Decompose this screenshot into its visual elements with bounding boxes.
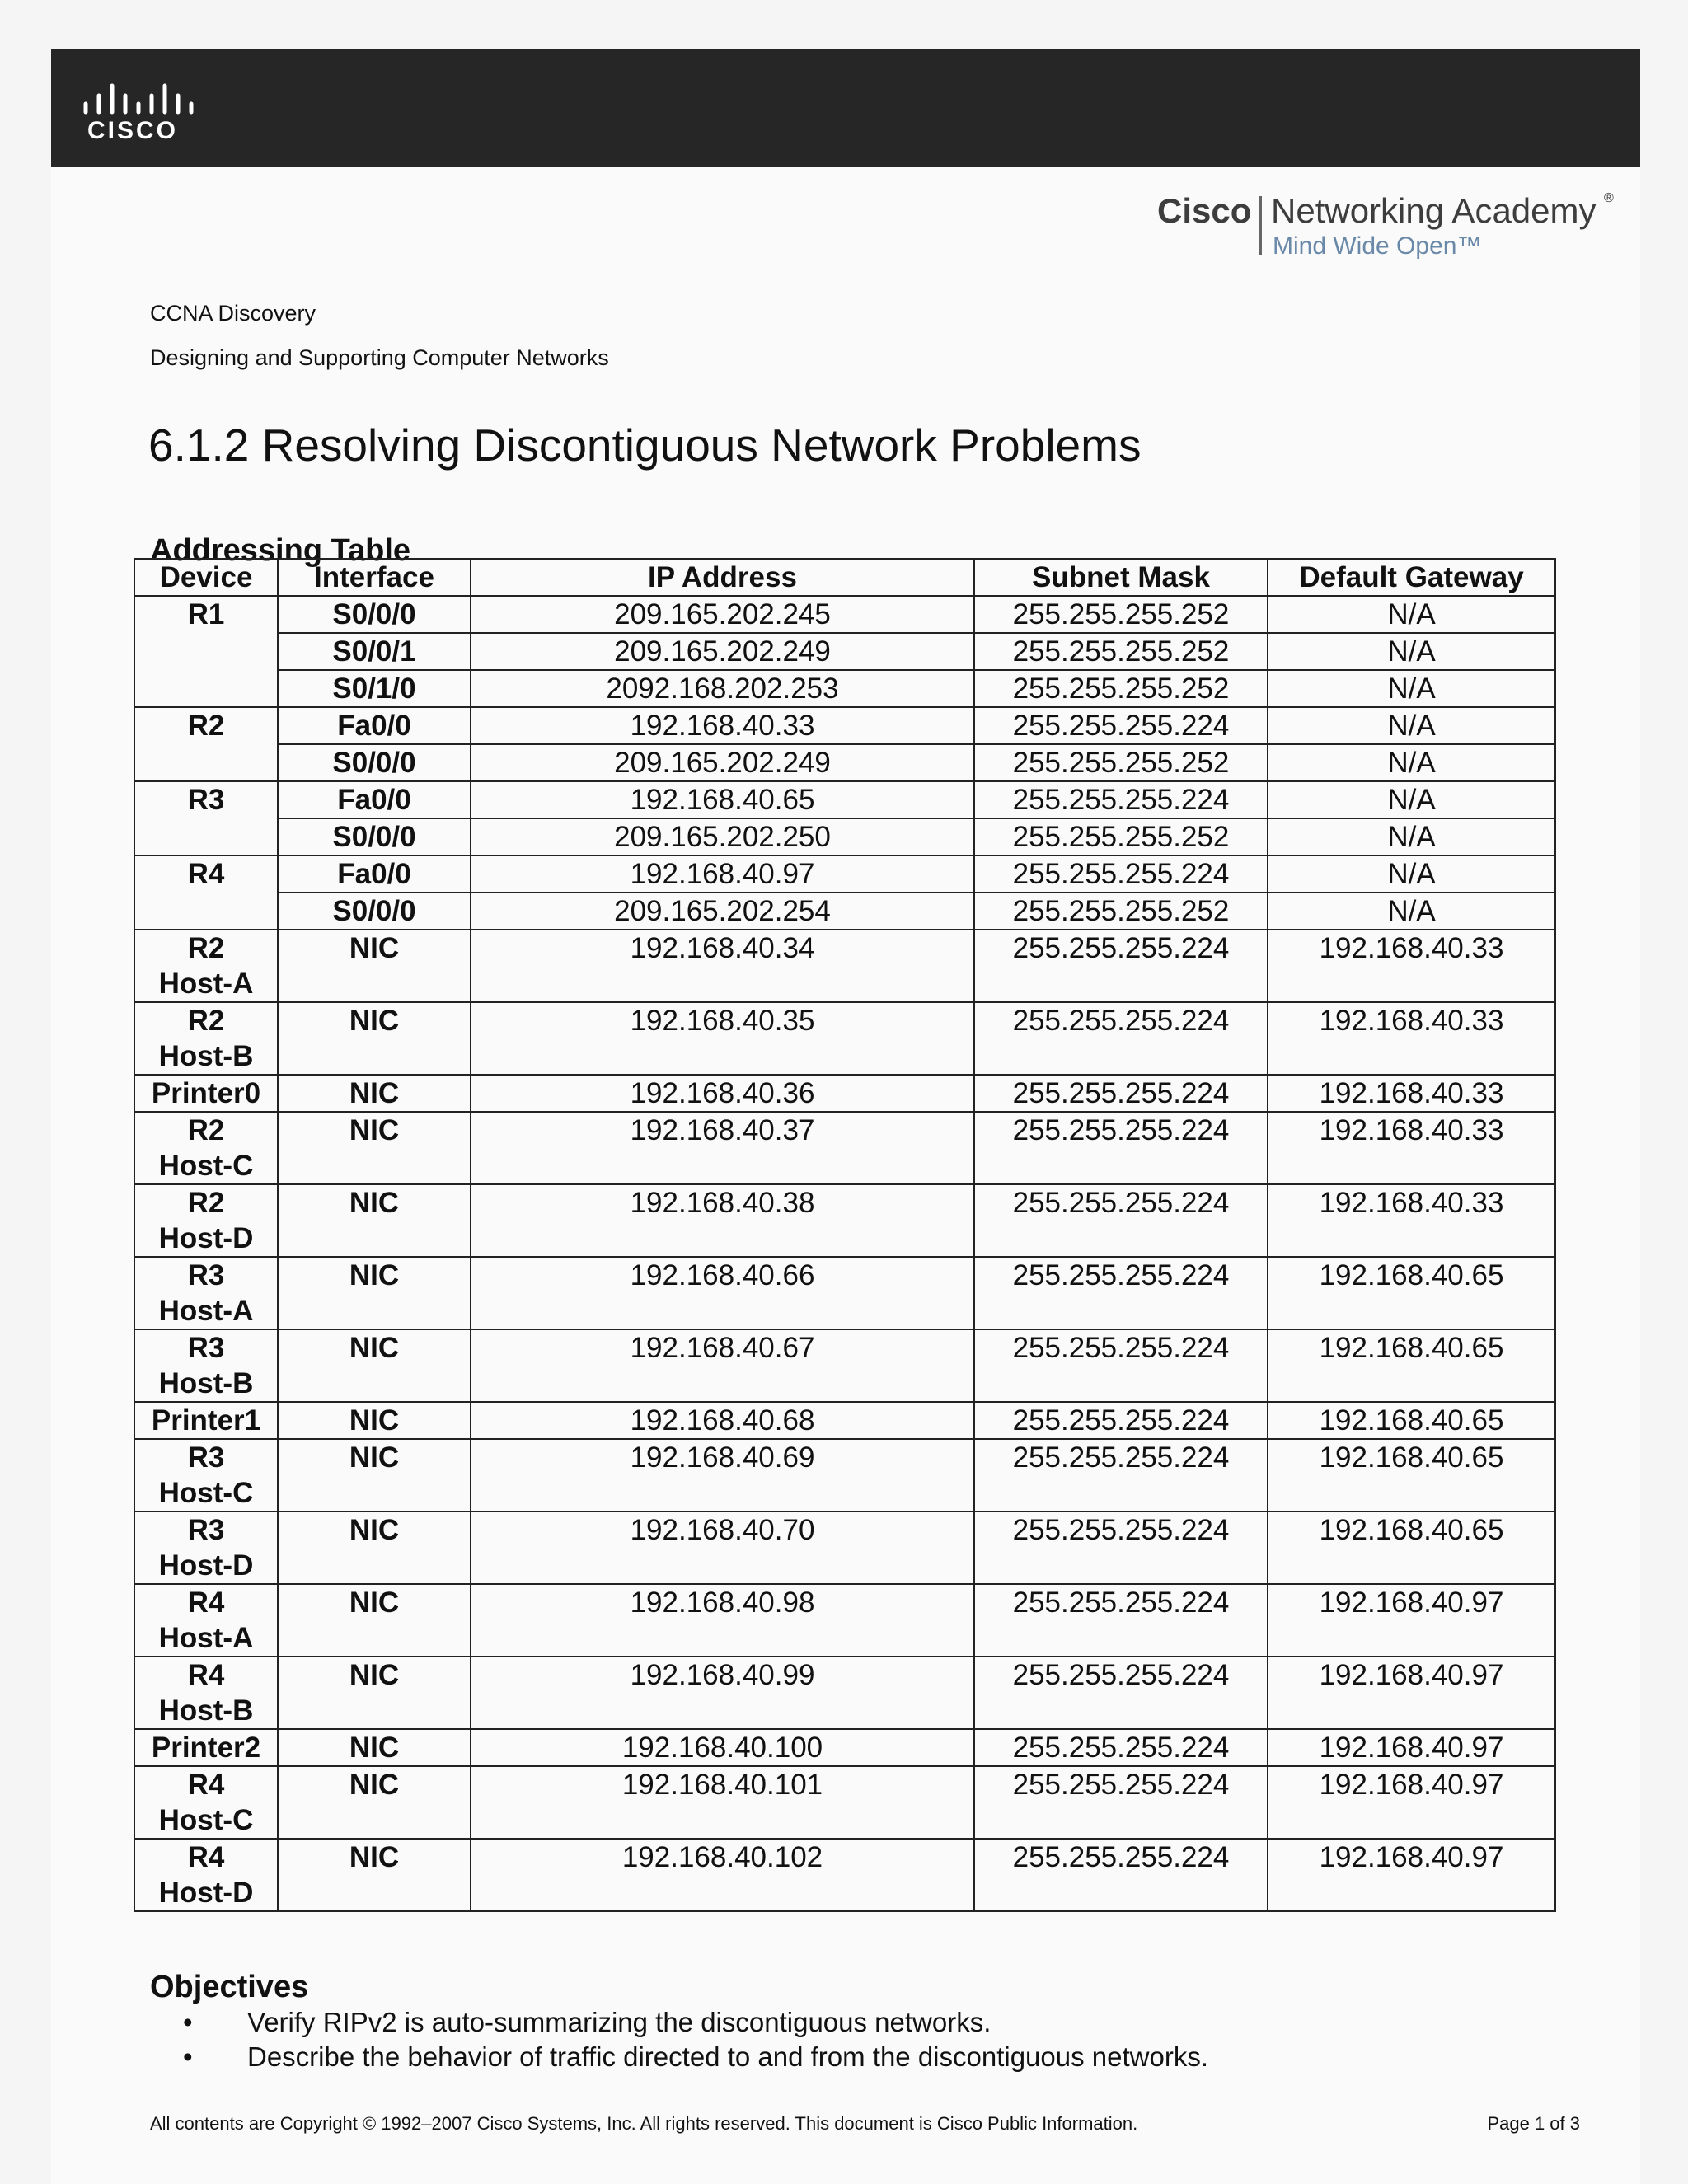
cell-default-gateway: N/A <box>1268 893 1555 930</box>
cell-default-gateway: 192.168.40.33 <box>1268 1075 1555 1112</box>
table-row <box>134 670 1555 707</box>
cell-default-gateway: 192.168.40.97 <box>1268 1657 1555 1729</box>
document-page <box>51 49 1640 2184</box>
cell-interface: S0/0/1 <box>278 633 471 670</box>
cell-ip-address: 192.168.40.66 <box>471 1257 974 1329</box>
cell-ip-address: 192.168.40.65 <box>471 781 974 818</box>
cell-interface: S0/0/0 <box>278 744 471 781</box>
cisco-header-bar <box>51 49 1640 167</box>
device-name-line: R2 <box>187 932 225 964</box>
cell-default-gateway: N/A <box>1268 744 1555 781</box>
cell-ip-address: 192.168.40.101 <box>471 1766 974 1839</box>
cell-default-gateway: 192.168.40.33 <box>1268 1112 1555 1184</box>
device-name-line: R3 <box>187 784 225 816</box>
cell-device <box>134 1112 278 1184</box>
device-name-line: R3 <box>187 1441 225 1474</box>
networking-academy-logo <box>1157 191 1619 315</box>
device-name-line: Host-B <box>158 1040 254 1072</box>
cell-interface: S0/0/0 <box>278 818 471 855</box>
cell-subnet-mask: 255.255.255.252 <box>974 633 1268 670</box>
addressing-table-heading: Addressing Table <box>150 533 411 568</box>
device-name-line: R2 <box>187 710 225 742</box>
cell-interface: NIC <box>278 1257 471 1329</box>
objective-text: Describe the behavior of traffic directed to and from the discontiguous networks. <box>247 2041 1209 2072</box>
device-name-line: Printer1 <box>151 1404 261 1436</box>
cell-ip-address: 209.165.202.245 <box>471 596 974 633</box>
document-header <box>150 291 609 380</box>
cell-interface: NIC <box>278 1439 471 1511</box>
cell-ip-address: 209.165.202.249 <box>471 633 974 670</box>
cell-interface: S0/1/0 <box>278 670 471 707</box>
table-row <box>134 1766 1555 1839</box>
cell-device <box>134 1329 278 1402</box>
device-name-line: R4 <box>187 858 225 890</box>
cell-interface: NIC <box>278 1112 471 1184</box>
academy-cisco-word: Cisco <box>1157 191 1252 230</box>
addressing-table <box>134 558 1556 1912</box>
cell-default-gateway: 192.168.40.65 <box>1268 1329 1555 1402</box>
objective-item <box>150 2005 1208 2040</box>
addressing-table-body <box>134 596 1555 1911</box>
table-row <box>134 1112 1555 1184</box>
cell-subnet-mask: 255.255.255.224 <box>974 1766 1268 1839</box>
cell-interface: NIC <box>278 930 471 1002</box>
cell-subnet-mask: 255.255.255.224 <box>974 1729 1268 1766</box>
cell-ip-address: 192.168.40.99 <box>471 1657 974 1729</box>
column-header-default-gateway: Default Gateway <box>1268 559 1555 596</box>
cell-interface: NIC <box>278 1839 471 1911</box>
table-row <box>134 1839 1555 1911</box>
cell-default-gateway: 192.168.40.97 <box>1268 1839 1555 1911</box>
academy-name: Networking Academy <box>1271 191 1597 230</box>
table-row <box>134 633 1555 670</box>
device-name-line: Host-C <box>158 1477 254 1509</box>
cell-subnet-mask: 255.255.255.224 <box>974 1329 1268 1402</box>
bullet-glyph: • <box>183 2007 193 2037</box>
cell-device <box>134 1511 278 1584</box>
cell-ip-address: 192.168.40.102 <box>471 1839 974 1911</box>
cell-subnet-mask: 255.255.255.224 <box>974 1002 1268 1075</box>
cell-ip-address: 2092.168.202.253 <box>471 670 974 707</box>
cell-interface: NIC <box>278 1075 471 1112</box>
device-name-line: Printer2 <box>151 1732 261 1764</box>
cell-device <box>134 930 278 1002</box>
cell-default-gateway: 192.168.40.65 <box>1268 1402 1555 1439</box>
table-row <box>134 1257 1555 1329</box>
cell-ip-address: 192.168.40.37 <box>471 1112 974 1184</box>
table-row <box>134 1511 1555 1584</box>
cell-default-gateway: N/A <box>1268 855 1555 893</box>
cell-ip-address: 192.168.40.34 <box>471 930 974 1002</box>
device-name-line: R3 <box>187 1259 225 1291</box>
academy-tagline: Mind Wide Open™ <box>1273 232 1482 260</box>
cell-ip-address: 192.168.40.70 <box>471 1511 974 1584</box>
device-name-line: R4 <box>187 1659 225 1691</box>
cell-default-gateway: 192.168.40.65 <box>1268 1511 1555 1584</box>
table-row <box>134 1729 1555 1766</box>
device-name-line: R4 <box>187 1841 225 1873</box>
cell-subnet-mask: 255.255.255.252 <box>974 893 1268 930</box>
academy-registered-mark: ® <box>1604 191 1614 205</box>
cell-device <box>134 1657 278 1729</box>
table-row <box>134 707 1555 744</box>
cisco-wordmark: CISCO <box>87 117 179 144</box>
cell-subnet-mask: 255.255.255.252 <box>974 596 1268 633</box>
device-name-line: Printer0 <box>151 1077 261 1109</box>
cell-subnet-mask: 255.255.255.252 <box>974 818 1268 855</box>
copyright-notice: All contents are Copyright © 1992–2007 Cisco Systems, Inc. All rights reserved. This document is Cisco Public Information. <box>150 2113 1138 2134</box>
cell-default-gateway: 192.168.40.65 <box>1268 1439 1555 1511</box>
cell-interface: NIC <box>278 1402 471 1439</box>
cell-device <box>134 1184 278 1257</box>
cell-interface: NIC <box>278 1766 471 1839</box>
cell-ip-address: 192.168.40.98 <box>471 1584 974 1657</box>
device-name-line: R4 <box>187 1586 225 1619</box>
cell-ip-address: 192.168.40.38 <box>471 1184 974 1257</box>
cell-interface: Fa0/0 <box>278 781 471 818</box>
cell-subnet-mask: 255.255.255.224 <box>974 1839 1268 1911</box>
course-subtitle: Designing and Supporting Computer Networks <box>150 345 609 370</box>
cell-default-gateway: 192.168.40.33 <box>1268 1002 1555 1075</box>
cell-interface: NIC <box>278 1329 471 1402</box>
device-name-line: Host-D <box>158 1877 254 1909</box>
device-name-line: R3 <box>187 1332 225 1364</box>
cell-default-gateway: 192.168.40.97 <box>1268 1729 1555 1766</box>
column-header-interface: Interface <box>278 559 471 596</box>
cell-default-gateway: 192.168.40.65 <box>1268 1257 1555 1329</box>
cell-device <box>134 855 278 930</box>
device-name-line: R2 <box>187 1005 225 1037</box>
cell-subnet-mask: 255.255.255.224 <box>974 1439 1268 1511</box>
cell-device <box>134 1584 278 1657</box>
cell-interface: NIC <box>278 1002 471 1075</box>
cell-default-gateway: N/A <box>1268 818 1555 855</box>
table-row <box>134 1439 1555 1511</box>
cell-device <box>134 1402 278 1439</box>
cell-interface: NIC <box>278 1584 471 1657</box>
cell-default-gateway: N/A <box>1268 633 1555 670</box>
table-row <box>134 818 1555 855</box>
device-name-line: R2 <box>187 1187 225 1219</box>
cell-subnet-mask: 255.255.255.224 <box>974 1511 1268 1584</box>
table-header-row <box>134 559 1555 596</box>
table-row <box>134 930 1555 1002</box>
cell-interface: NIC <box>278 1184 471 1257</box>
cell-subnet-mask: 255.255.255.224 <box>974 1584 1268 1657</box>
objective-text: Verify RIPv2 is auto-summarizing the discontiguous networks. <box>247 2007 992 2037</box>
table-row <box>134 893 1555 930</box>
cell-interface: Fa0/0 <box>278 707 471 744</box>
table-row <box>134 1329 1555 1402</box>
table-row <box>134 744 1555 781</box>
cell-subnet-mask: 255.255.255.224 <box>974 1075 1268 1112</box>
device-name-line: Host-C <box>158 1804 254 1836</box>
objectives-list <box>150 2005 1208 2074</box>
cell-default-gateway: 192.168.40.97 <box>1268 1766 1555 1839</box>
cell-ip-address: 192.168.40.97 <box>471 855 974 893</box>
cell-device <box>134 1075 278 1112</box>
table-row <box>134 1657 1555 1729</box>
cell-subnet-mask: 255.255.255.224 <box>974 855 1268 893</box>
cell-default-gateway: N/A <box>1268 707 1555 744</box>
cell-subnet-mask: 255.255.255.252 <box>974 744 1268 781</box>
device-name-line: Host-D <box>158 1549 254 1582</box>
device-name-line: R4 <box>187 1769 225 1801</box>
cell-subnet-mask: 255.255.255.224 <box>974 1257 1268 1329</box>
cell-device <box>134 1439 278 1511</box>
cell-subnet-mask: 255.255.255.224 <box>974 1657 1268 1729</box>
course-name: CCNA Discovery <box>150 301 316 326</box>
table-row <box>134 781 1555 818</box>
cell-subnet-mask: 255.255.255.252 <box>974 670 1268 707</box>
cell-device <box>134 596 278 707</box>
page-number: Page 1 of 3 <box>1487 2113 1580 2134</box>
cell-default-gateway: N/A <box>1268 781 1555 818</box>
cell-subnet-mask: 255.255.255.224 <box>974 1184 1268 1257</box>
cell-subnet-mask: 255.255.255.224 <box>974 707 1268 744</box>
column-header-device: Device <box>134 559 278 596</box>
cell-default-gateway: N/A <box>1268 596 1555 633</box>
cell-interface: NIC <box>278 1729 471 1766</box>
cell-ip-address: 192.168.40.68 <box>471 1402 974 1439</box>
device-name-line: R2 <box>187 1114 225 1146</box>
device-name-line: Host-B <box>158 1367 254 1399</box>
cell-ip-address: 192.168.40.36 <box>471 1075 974 1112</box>
cell-device <box>134 1729 278 1766</box>
device-name-line: Host-A <box>158 1295 254 1327</box>
cell-ip-address: 209.165.202.250 <box>471 818 974 855</box>
cell-interface: NIC <box>278 1657 471 1729</box>
table-row <box>134 596 1555 633</box>
cisco-logo <box>79 79 195 145</box>
cell-default-gateway: N/A <box>1268 670 1555 707</box>
cell-subnet-mask: 255.255.255.224 <box>974 1402 1268 1439</box>
device-name-line: Host-A <box>158 968 254 1000</box>
cell-ip-address: 192.168.40.33 <box>471 707 974 744</box>
cell-interface: NIC <box>278 1511 471 1584</box>
cell-device <box>134 1002 278 1075</box>
table-row <box>134 1184 1555 1257</box>
device-name-line: R3 <box>187 1514 225 1546</box>
device-name-line: Host-A <box>158 1622 254 1654</box>
cell-ip-address: 192.168.40.100 <box>471 1729 974 1766</box>
cell-device <box>134 707 278 781</box>
cell-ip-address: 192.168.40.35 <box>471 1002 974 1075</box>
table-row <box>134 1402 1555 1439</box>
cell-default-gateway: 192.168.40.33 <box>1268 930 1555 1002</box>
table-row <box>134 855 1555 893</box>
cell-default-gateway: 192.168.40.97 <box>1268 1584 1555 1657</box>
bullet-glyph: • <box>183 2041 193 2072</box>
document-title: 6.1.2 Resolving Discontiguous Network Problems <box>148 419 1142 471</box>
cell-interface: S0/0/0 <box>278 596 471 633</box>
objective-item <box>150 2040 1208 2074</box>
cell-subnet-mask: 255.255.255.224 <box>974 781 1268 818</box>
cell-default-gateway: 192.168.40.33 <box>1268 1184 1555 1257</box>
column-header-ip-address: IP Address <box>471 559 974 596</box>
device-name-line: Host-D <box>158 1222 254 1254</box>
cell-device <box>134 781 278 855</box>
cisco-bridge-icon <box>79 79 195 115</box>
table-row <box>134 1002 1555 1075</box>
cell-device <box>134 1257 278 1329</box>
device-name-line: Host-B <box>158 1694 254 1727</box>
cell-interface: S0/0/0 <box>278 893 471 930</box>
cell-interface: Fa0/0 <box>278 855 471 893</box>
cell-subnet-mask: 255.255.255.224 <box>974 1112 1268 1184</box>
cell-ip-address: 192.168.40.69 <box>471 1439 974 1511</box>
cell-ip-address: 209.165.202.249 <box>471 744 974 781</box>
academy-divider <box>1259 196 1262 255</box>
column-header-subnet-mask: Subnet Mask <box>974 559 1268 596</box>
cell-subnet-mask: 255.255.255.224 <box>974 930 1268 1002</box>
cell-device <box>134 1839 278 1911</box>
cell-ip-address: 192.168.40.67 <box>471 1329 974 1402</box>
cell-ip-address: 209.165.202.254 <box>471 893 974 930</box>
table-row <box>134 1584 1555 1657</box>
objectives-heading: Objectives <box>150 1970 309 2004</box>
device-name-line: R1 <box>187 598 225 630</box>
cell-device <box>134 1766 278 1839</box>
device-name-line: Host-C <box>158 1150 254 1182</box>
table-row <box>134 1075 1555 1112</box>
